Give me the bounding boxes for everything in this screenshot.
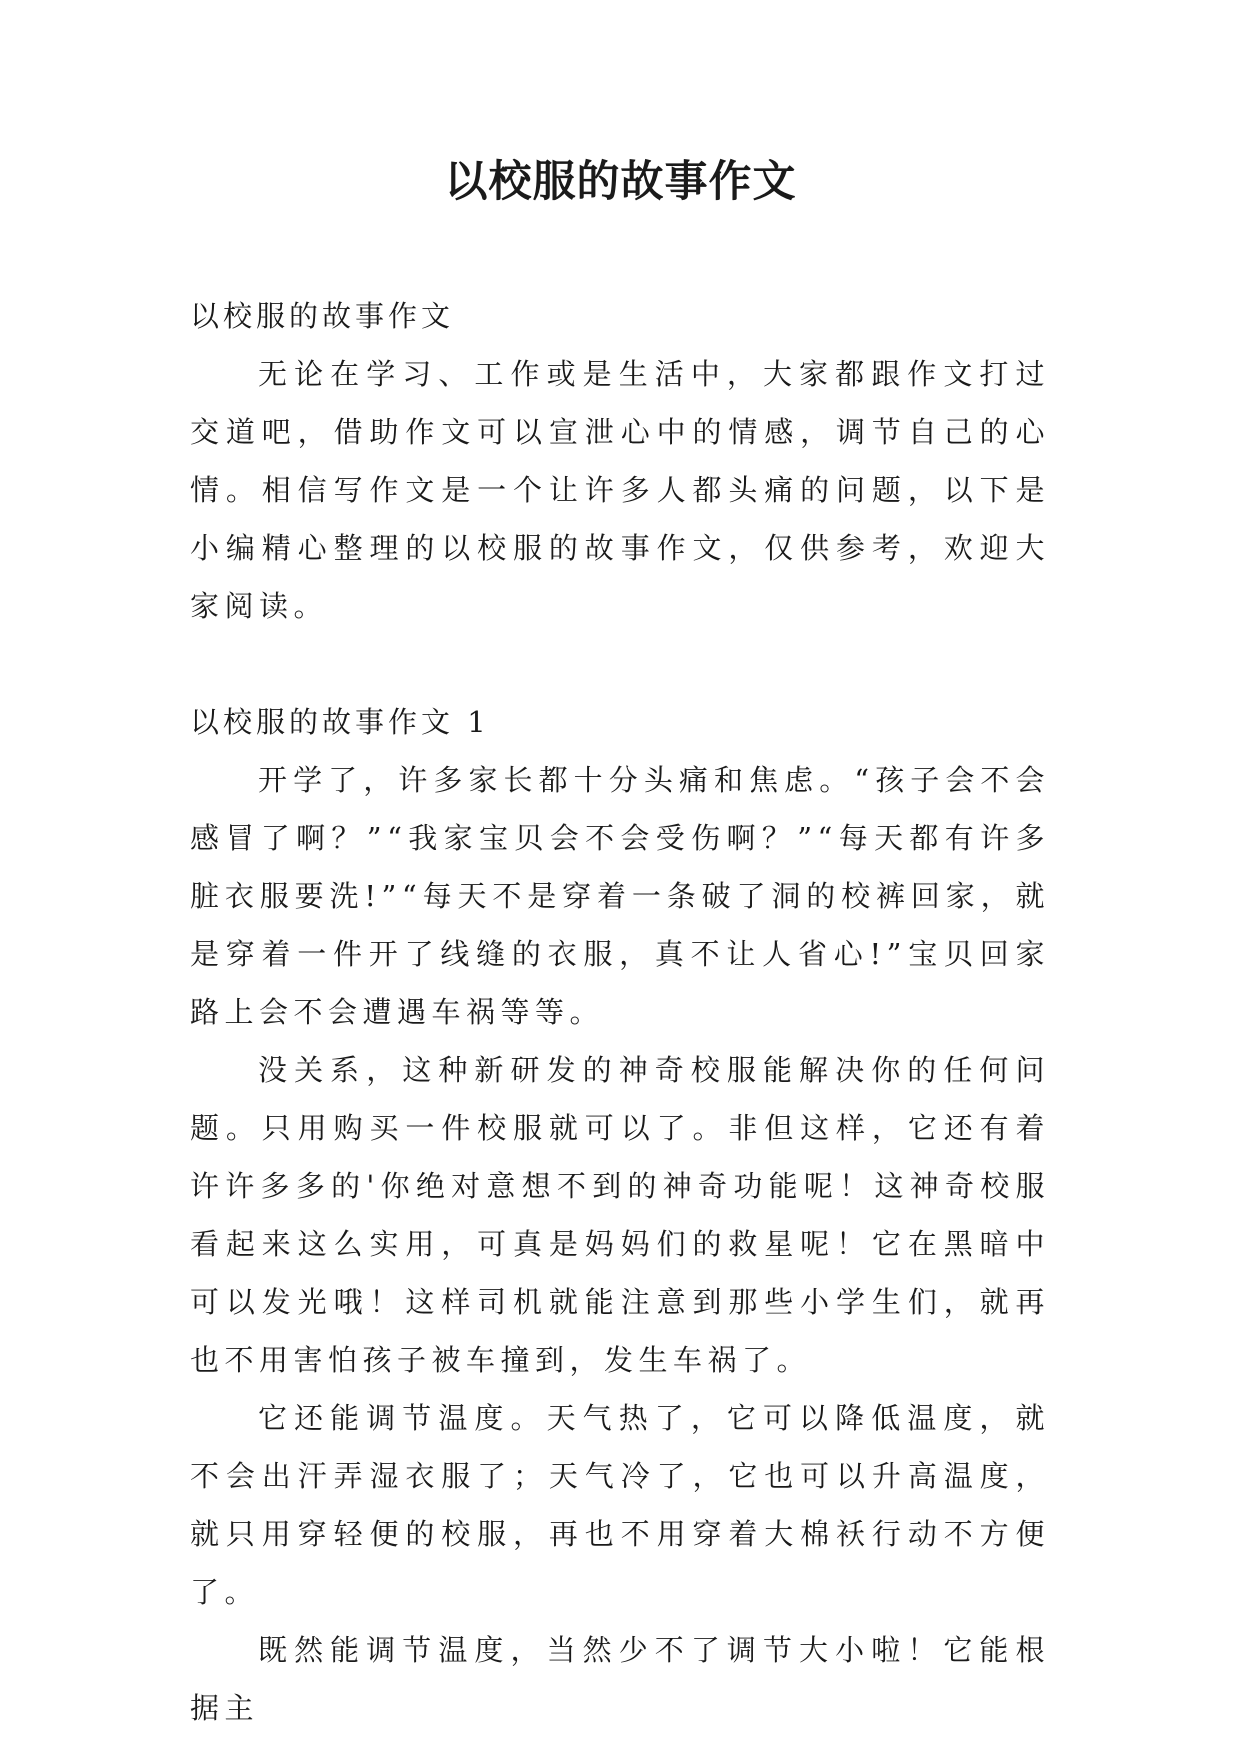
body-paragraph: 它还能调节温度。天气热了，它可以降低温度，就不会出汗弄湿衣服了；天气冷了，它也可以升高温度，就只用穿轻便的校服，再也不用穿着大棉袄行动不方便了。: [190, 1401, 1050, 1609]
body-paragraph: 没关系，这种新研发的神奇校服能解决你的任何问题。只用购买一件校服就可以了。非但这样，它还有着许许多多的'你绝对意想不到的神奇功能呢！这神奇校服看起来这么实用，可真是妈妈们的救星呢！它在黑暗中可以发光哦！这样司机就能注意到那些小学生们，就再也不用害怕孩子被车撞到，发生车祸了。: [190, 1053, 1050, 1377]
body-paragraph: 开学了，许多家长都十分头痛和焦虑。“孩子会不会感冒了啊？”“我家宝贝会不会受伤啊？”“每天都有许多脏衣服要洗!”“每天不是穿着一条破了洞的校裤回家，就是穿着一件开了线缝的衣服，真不让人省心!”宝贝回家路上会不会遭遇车祸等等。: [190, 763, 1050, 1029]
document-title: 以校服的故事作文: [444, 157, 797, 207]
document-body: [190, 287, 1050, 1737]
subtitle-line: 以校服的故事作文: [190, 299, 455, 333]
body-paragraph: 既然能调节温度，当然少不了调节大小啦！它能根据主: [190, 1633, 1050, 1725]
intro-paragraph: 无论在学习、工作或是生活中，大家都跟作文打过交道吧，借助作文可以宣泄心中的情感，调节自己的心情。相信写作文是一个让许多人都头痛的问题，以下是小编精心整理的以校服的故事作文，仅供参考，欢迎大家阅读。: [190, 357, 1050, 623]
paragraph-spacer: [190, 635, 1050, 693]
section-heading: 以校服的故事作文 1: [190, 705, 490, 739]
